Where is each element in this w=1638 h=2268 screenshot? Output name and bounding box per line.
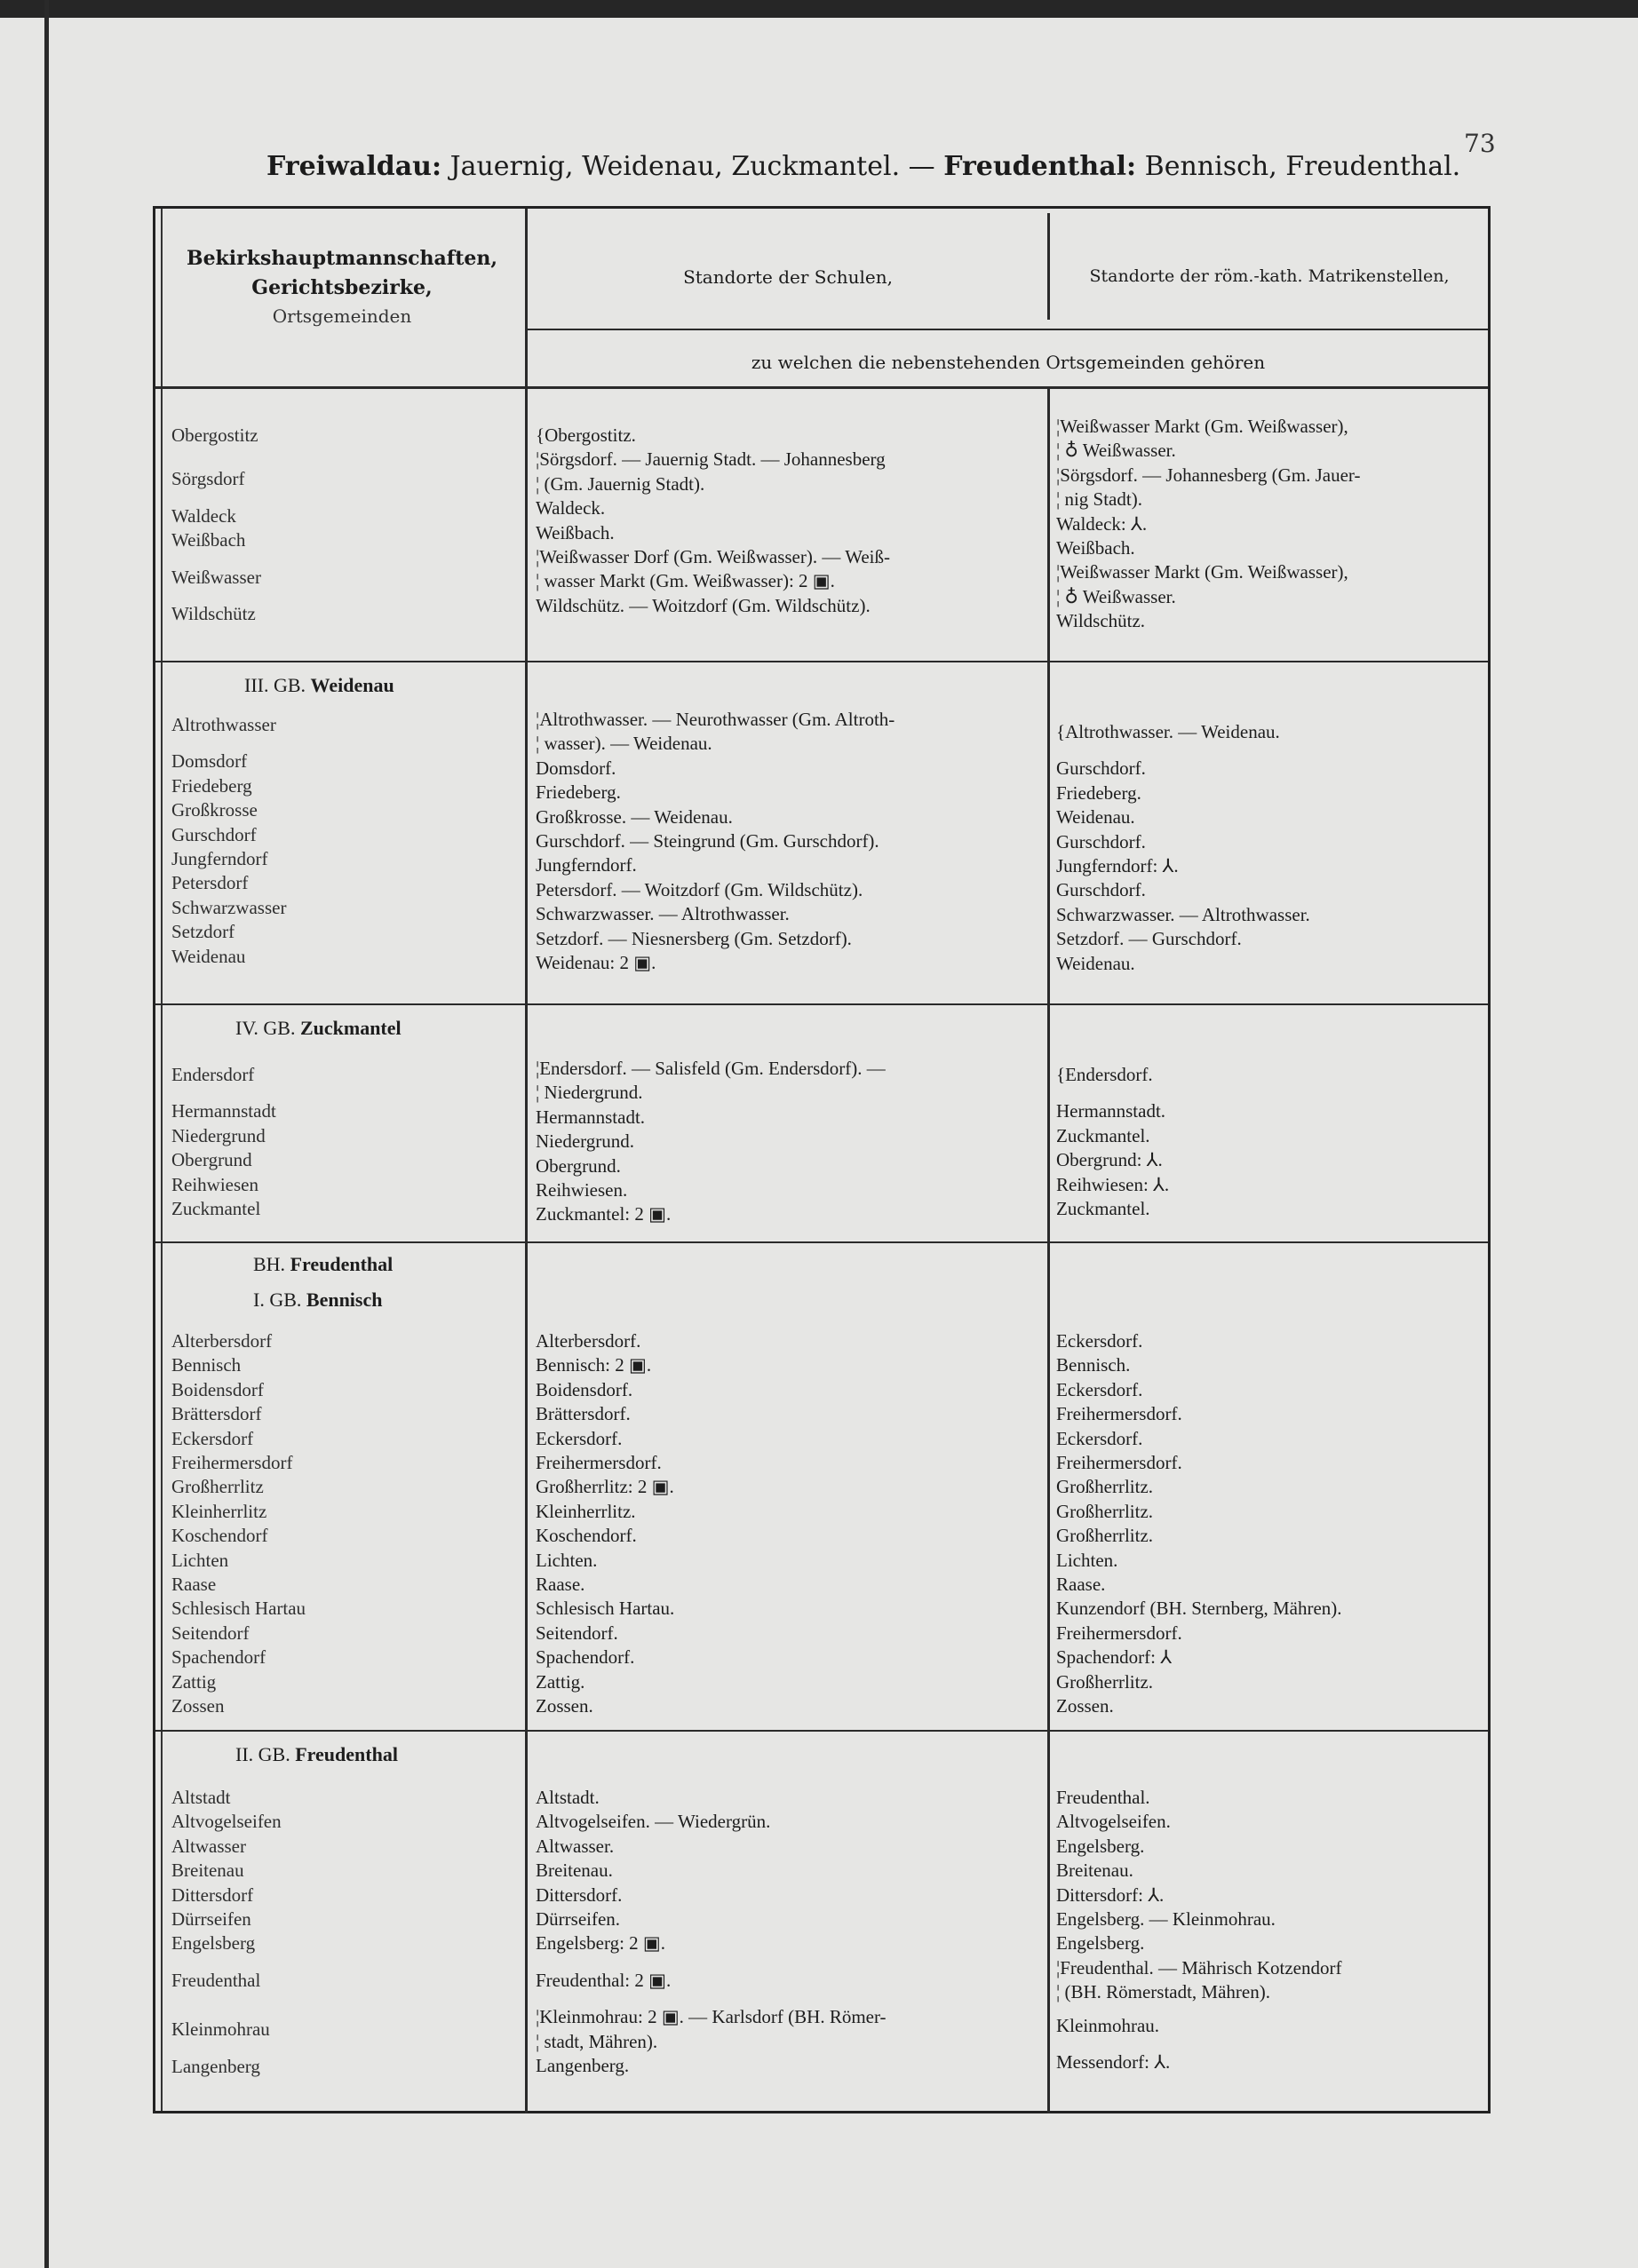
parish-entry: Engelsberg. <box>1056 1835 1145 1857</box>
locality: Eckersdorf <box>171 1427 254 1449</box>
parish-entry: Schwarzwasser. — Altrothwasser. <box>1056 903 1310 925</box>
table-inner-border <box>161 209 163 2111</box>
locality: Hermannstadt <box>171 1100 276 1122</box>
parish-entry: Friedeberg. <box>1056 781 1141 804</box>
column-rule-2-body <box>1047 386 1050 2113</box>
locality: Freihermersdorf <box>171 1452 293 1474</box>
section-3-col3 <box>1056 1329 1342 1719</box>
section-2-col1 <box>171 1063 276 1221</box>
locality: Lichten <box>171 1549 229 1571</box>
parish-entry: Gurschdorf. <box>1056 830 1146 852</box>
parish-entry: ¦Weißwasser Markt (Gm. Weißwasser), <box>1056 561 1348 583</box>
header-bottom-rule <box>155 386 1488 389</box>
school-entry: Breitenau. <box>536 1860 613 1882</box>
parish-entry: Großherrlitz. <box>1056 1670 1154 1693</box>
page-header <box>266 151 1461 182</box>
parish-entry: Kunzendorf (BH. Sternberg, Mähren). <box>1056 1598 1342 1620</box>
parish-entry: {Altrothwasser. — Weidenau. <box>1056 721 1280 742</box>
parish-entry: Großherrlitz. <box>1056 1476 1154 1498</box>
school-entry: Engelsberg: 2 ▣. <box>536 1932 666 1955</box>
locality: Langenberg <box>171 2055 260 2077</box>
school-entry: Hermannstadt. <box>536 1106 646 1128</box>
school-entry: Waldeck. <box>536 497 606 519</box>
parish-entry: Engelsberg. — Kleinmohrau. <box>1056 1908 1276 1931</box>
school-entry: Dittersdorf. <box>536 1883 623 1906</box>
school-entry: Koschendorf. <box>536 1525 637 1547</box>
header-col3: Standorte der röm.-kath. Matrikenstellen, <box>1089 266 1450 286</box>
section-2-title-prefix: IV. GB. <box>235 1017 296 1039</box>
locality: Seitendorf <box>171 1622 250 1644</box>
parish-entry: ¦ nig Stadt). <box>1056 488 1142 511</box>
locality: Waldeck <box>171 504 236 527</box>
locality: Endersdorf <box>171 1064 255 1085</box>
locality: Reihwiesen <box>171 1173 258 1195</box>
locality: Petersdorf <box>171 872 249 894</box>
header-region-2-rest: Bennisch, Freudenthal. <box>1136 151 1461 182</box>
locality: Zossen <box>171 1695 225 1717</box>
school-entry: ¦Kleinmohrau: 2 ▣. — Karlsdorf (BH. Römer- <box>536 2006 887 2028</box>
section-3-col1 <box>171 1329 306 1719</box>
section-2-col2 <box>536 1057 886 1227</box>
school-entry: Zossen. <box>536 1695 593 1717</box>
school-entry: Dürrseifen. <box>536 1908 621 1931</box>
school-entry: ¦ wasser). — Weidenau. <box>536 733 712 755</box>
school-entry: Niedergrund. <box>536 1130 634 1153</box>
section-3-bh-title <box>253 1253 393 1276</box>
parish-entry: ¦Freudenthal. — Mährisch Kotzendorf <box>1056 1956 1342 1979</box>
parish-entry: Eckersdorf. <box>1056 1330 1143 1352</box>
locality: Breitenau <box>171 1860 244 1882</box>
section-3-title <box>253 1289 382 1312</box>
parish-entry: Zuckmantel. <box>1056 1198 1150 1220</box>
section-1-title-name: Weidenau <box>310 674 394 696</box>
locality: Obergostitz <box>171 424 258 446</box>
locality: Boidensdorf <box>171 1378 264 1400</box>
parish-entry: Raase. <box>1056 1574 1106 1596</box>
locality: Altrothwasser <box>171 714 276 735</box>
school-entry: ¦ stadt, Mähren). <box>536 2030 658 2052</box>
school-entry: Friedeberg. <box>536 781 621 804</box>
parish-entry: Zossen. <box>1056 1695 1114 1717</box>
locality: Obergrund <box>171 1149 252 1171</box>
section-2-col3 <box>1056 1063 1169 1221</box>
locality: Jungferndorf <box>171 848 268 870</box>
school-entry: Spachendorf. <box>536 1646 635 1669</box>
locality: Weißwasser <box>171 566 261 588</box>
parish-entry: Freudenthal. <box>1056 1787 1150 1808</box>
locality: Setzdorf <box>171 921 235 943</box>
section-4-title <box>235 1743 398 1766</box>
school-entry: Zuckmantel: 2 ▣. <box>536 1203 672 1225</box>
header-col1-line1: Bekirkshauptmannschaften, <box>186 247 498 270</box>
school-entry: Freihermersdorf. <box>536 1452 662 1474</box>
parish-entry: Bennisch. <box>1056 1354 1131 1376</box>
locality: Altvogelseifen <box>171 1811 282 1833</box>
school-entry: Alterbersdorf. <box>536 1330 641 1352</box>
section-1-title-prefix: III. GB. <box>244 674 306 696</box>
locality: Zattig <box>171 1670 217 1693</box>
school-entry: Brättersdorf. <box>536 1403 631 1425</box>
locality: Koschendorf <box>171 1525 268 1547</box>
school-entry: Setzdorf. — Niesnersberg (Gm. Setzdorf). <box>536 927 852 949</box>
locality: Weidenau <box>171 945 246 967</box>
locality: Weißbach <box>171 529 246 551</box>
section-3-title-prefix: I. GB. <box>253 1289 302 1311</box>
school-entry: Eckersdorf. <box>536 1427 623 1449</box>
locality: Engelsberg <box>171 1932 256 1955</box>
parish-entry: Freihermersdorf. <box>1056 1452 1182 1474</box>
parish-entry: Eckersdorf. <box>1056 1427 1143 1449</box>
section-1-title <box>244 674 394 697</box>
directory-table <box>153 206 1491 2113</box>
parish-entry: Setzdorf. — Gurschdorf. <box>1056 928 1242 950</box>
locality: Bennisch <box>171 1354 242 1376</box>
header-region-2: Freudenthal: <box>943 151 1137 182</box>
parish-entry: Altvogelseifen. <box>1056 1811 1171 1833</box>
school-entry: Gurschdorf. — Steingrund (Gm. Gurschdorf). <box>536 830 879 852</box>
parish-entry: ¦ ♁ Weißwasser. <box>1056 585 1176 607</box>
school-entry: Zattig. <box>536 1670 585 1693</box>
section-2-title-name: Zuckmantel <box>299 1017 402 1039</box>
section-4-col1 <box>171 1786 282 2079</box>
locality: Gurschdorf <box>171 823 257 845</box>
header-col1-line3: Ortsgemeinden <box>272 305 412 327</box>
locality: Zuckmantel <box>171 1198 261 1220</box>
section-rule-3 <box>155 1241 1488 1243</box>
school-entry: {Obergostitz. <box>536 424 636 446</box>
school-entry: Wildschütz. — Woitzdorf (Gm. Wildschütz). <box>536 594 871 616</box>
section-4-col2 <box>536 1786 887 2078</box>
locality: Sörgsdorf <box>171 468 245 490</box>
locality: Raase <box>171 1574 217 1596</box>
locality: Dittersdorf <box>171 1883 254 1906</box>
school-entry: ¦ Niedergrund. <box>536 1082 643 1104</box>
section-3-bh-name: Freudenthal <box>290 1253 394 1275</box>
header-divider-inner <box>525 329 1488 330</box>
section-1-col1 <box>171 713 286 969</box>
scan-top-edge <box>0 0 1638 18</box>
locality: Spachendorf <box>171 1646 266 1669</box>
column-rule-1 <box>525 209 528 2113</box>
header-col1-line2: Gerichtsbezirke, <box>251 276 433 299</box>
school-entry: Jungferndorf. <box>536 854 637 876</box>
section-1-col3 <box>1056 720 1310 976</box>
parish-entry: Eckersdorf. <box>1056 1378 1143 1400</box>
locality: Friedeberg <box>171 774 252 797</box>
locality: Altstadt <box>171 1787 231 1808</box>
parish-entry: Gurschdorf. <box>1056 757 1146 780</box>
section-0-col1 <box>171 424 261 626</box>
locality: Brättersdorf <box>171 1403 262 1425</box>
school-entry: Altstadt. <box>536 1787 600 1808</box>
school-entry: Obergrund. <box>536 1154 621 1177</box>
parish-entry: Großherrlitz. <box>1056 1525 1154 1547</box>
section-1-col2 <box>536 708 895 975</box>
parish-entry: ¦Sörgsdorf. — Johannesberg (Gm. Jauer- <box>1056 464 1361 486</box>
locality: Wildschütz <box>171 603 256 625</box>
parish-entry: Hermannstadt. <box>1056 1100 1166 1122</box>
parish-entry: Großherrlitz. <box>1056 1500 1154 1522</box>
parish-entry: {Endersdorf. <box>1056 1064 1153 1085</box>
section-rule-1 <box>155 661 1488 662</box>
section-4-col3 <box>1056 1786 1341 2074</box>
section-3-title-name: Bennisch <box>306 1289 383 1311</box>
parish-entry: Reihwiesen: ⅄. <box>1056 1173 1170 1195</box>
locality: Altwasser <box>171 1835 246 1857</box>
parish-entry: Breitenau. <box>1056 1860 1133 1882</box>
school-entry: Altwasser. <box>536 1835 615 1857</box>
parish-entry: Freihermersdorf. <box>1056 1622 1182 1644</box>
section-0-col3 <box>1056 415 1360 634</box>
header-col2: Standorte der Schulen, <box>683 266 893 288</box>
parish-entry: Kleinmohrau. <box>1056 2014 1160 2036</box>
parish-entry: Lichten. <box>1056 1549 1118 1571</box>
section-3-col2 <box>536 1329 674 1719</box>
scan-left-edge <box>44 0 49 2268</box>
locality: Alterbersdorf <box>171 1330 273 1352</box>
school-entry: Bennisch: 2 ▣. <box>536 1354 652 1376</box>
parish-entry: Gurschdorf. <box>1056 879 1146 901</box>
school-entry: Kleinherrlitz. <box>536 1500 636 1522</box>
header-region-1-rest: Jauernig, Weidenau, Zuckmantel. — <box>441 151 944 182</box>
parish-entry: ¦Weißwasser Markt (Gm. Weißwasser), <box>1056 416 1348 437</box>
parish-entry: Dittersdorf: ⅄. <box>1056 1883 1165 1906</box>
parish-entry: Messendorf: ⅄. <box>1056 2051 1171 2074</box>
parish-entry: Freihermersdorf. <box>1056 1403 1182 1425</box>
locality: Kleinmohrau <box>171 2018 270 2041</box>
school-entry: Petersdorf. — Woitzdorf (Gm. Wildschütz). <box>536 878 863 900</box>
school-entry: Freudenthal: 2 ▣. <box>536 1969 672 1991</box>
school-entry: Altvogelseifen. — Wiedergrün. <box>536 1811 771 1833</box>
school-entry: Großherrlitz: 2 ▣. <box>536 1476 674 1498</box>
locality: Dürrseifen <box>171 1908 251 1931</box>
section-0-col2 <box>536 424 890 618</box>
school-entry: ¦ wasser Markt (Gm. Weißwasser): 2 ▣. <box>536 570 835 592</box>
parish-entry: ¦ (BH. Römerstadt, Mähren). <box>1056 1981 1270 2003</box>
school-entry: Weißbach. <box>536 521 615 543</box>
school-entry: Domsdorf. <box>536 757 616 779</box>
column-rule-2 <box>1047 213 1050 320</box>
school-entry: ¦Endersdorf. — Salisfeld (Gm. Endersdorf). — <box>536 1058 886 1079</box>
school-entry: Lichten. <box>536 1549 598 1571</box>
locality: Schwarzwasser <box>171 896 287 918</box>
section-rule-4 <box>155 1730 1488 1732</box>
school-entry: Großkrosse. — Weidenau. <box>536 805 733 828</box>
page-number: 73 <box>1464 129 1496 158</box>
locality: Niedergrund <box>171 1124 266 1146</box>
section-4-title-prefix: II. GB. <box>235 1743 290 1765</box>
school-entry: Reihwiesen. <box>536 1179 628 1201</box>
locality: Großherrlitz <box>171 1476 264 1498</box>
school-entry: ¦Altrothwasser. — Neurothwasser (Gm. Altroth- <box>536 709 895 730</box>
parish-entry: Engelsberg. <box>1056 1932 1145 1955</box>
section-2-title <box>235 1017 402 1040</box>
school-entry: Weidenau: 2 ▣. <box>536 952 656 974</box>
parish-entry: Weißbach. <box>1056 537 1135 559</box>
parish-entry: Waldeck: ⅄. <box>1056 512 1148 535</box>
locality: Großkrosse <box>171 799 258 821</box>
school-entry: Raase. <box>536 1574 585 1596</box>
school-entry: ¦ (Gm. Jauernig Stadt). <box>536 472 705 495</box>
parish-entry: Jungferndorf: ⅄. <box>1056 855 1179 877</box>
school-entry: ¦Sörgsdorf. — Jauernig Stadt. — Johannesberg <box>536 448 886 471</box>
school-entry: Boidensdorf. <box>536 1378 633 1400</box>
section-rule-2 <box>155 1003 1488 1005</box>
section-3-bh-prefix: BH. <box>253 1253 286 1275</box>
header-spanning: zu welchen die nebenstehenden Ortsgemeinden gehören <box>751 352 1266 373</box>
parish-entry: ¦ ♁ Weißwasser. <box>1056 440 1176 462</box>
school-entry: Langenberg. <box>536 2055 630 2077</box>
locality: Schlesisch Hartau <box>171 1598 306 1620</box>
locality: Freudenthal <box>171 1969 261 1991</box>
header-col1 <box>164 244 520 329</box>
section-4-title-name: Freudenthal <box>295 1743 398 1765</box>
parish-entry: Zuckmantel. <box>1056 1124 1150 1146</box>
parish-entry: Weidenau. <box>1056 952 1135 974</box>
school-entry: Schlesisch Hartau. <box>536 1598 675 1620</box>
school-entry: Seitendorf. <box>536 1622 618 1644</box>
parish-entry: Spachendorf: ⅄ <box>1056 1646 1173 1669</box>
locality: Kleinherrlitz <box>171 1500 267 1522</box>
school-entry: ¦Weißwasser Dorf (Gm. Weißwasser). — Weiß- <box>536 546 890 568</box>
header-region-1: Freiwaldau: <box>266 151 442 182</box>
parish-entry: Weidenau. <box>1056 806 1135 829</box>
locality: Domsdorf <box>171 750 248 773</box>
school-entry: Schwarzwasser. — Altrothwasser. <box>536 903 790 925</box>
parish-entry: Obergrund: ⅄. <box>1056 1149 1163 1171</box>
parish-entry: Wildschütz. <box>1056 610 1146 632</box>
